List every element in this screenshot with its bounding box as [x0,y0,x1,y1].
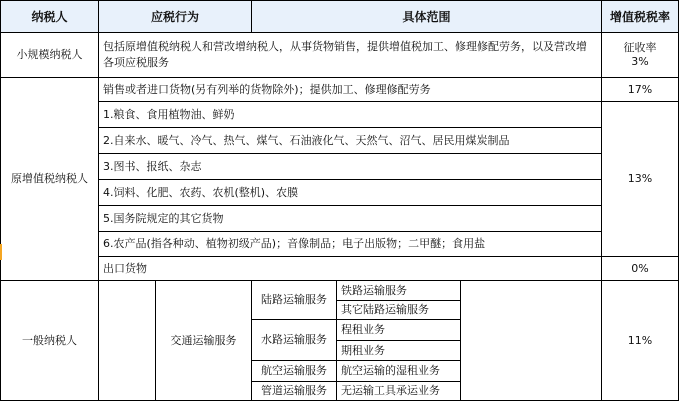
original-item-1: 1.粮食、食用植物油、鲜奶 [98,101,602,128]
small-scale-rate-value: 3% [631,55,649,68]
left-edge-marker [0,244,2,260]
original-items-rate: 13% [601,101,679,257]
group-land-transport: 陆路运输服务 [251,280,337,320]
export-goods: 出口货物 [98,256,602,281]
header-taxpayer: 纳税人 [0,0,99,33]
air-item-wet-lease: 航空运输的湿租业务 [336,360,461,382]
header-scope: 具体范围 [251,0,602,33]
general-taxpayer-label: 一般纳税人 [0,280,99,401]
group-water-transport: 水路运输服务 [251,319,337,361]
original-item-4: 4.饲料、化肥、农药、农机(整机)、农膜 [98,179,602,206]
original-row-goods-rate: 17% [601,77,679,102]
header-taxable-act: 应税行为 [98,0,252,33]
transport-services-label: 交通运输服务 [155,280,252,401]
land-item-railway: 铁路运输服务 [336,280,461,301]
group-air-transport: 航空运输服务 [251,360,337,382]
general-empty-region [460,280,602,401]
small-scale-rate [601,32,679,78]
original-item-6: 6.农产品(指各种动、植物初级产品)；音像制品；电子出版物；二甲醚；食用盐 [98,231,602,257]
pipeline-item-no-vehicle: 无运输工具承运业务 [336,381,461,401]
original-item-5: 5.国务院规定的其它货物 [98,205,602,232]
group-pipeline-transport: 管道运输服务 [251,381,337,401]
original-row-goods: 销售或者进口货物(另有列举的货物除外)；提供加工、修理修配劳务 [98,77,602,102]
export-goods-rate: 0% [601,256,679,281]
general-blank-cell [98,280,156,401]
original-taxpayer-label: 原增值税纳税人 [0,77,99,281]
general-rate: 11% [601,280,679,401]
water-item-time-charter: 期租业务 [336,340,461,361]
small-scale-label: 小规模纳税人 [0,32,99,78]
small-scale-scope: 包括原增值税纳税人和营改增纳税人，从事货物销售，提供增值税加工、修理修配劳务，以及营改增各项应税服务 [98,32,602,78]
land-item-other: 其它陆路运输服务 [336,300,461,320]
header-rate: 增值税税率 [601,0,679,33]
original-item-3: 3.图书、报纸、杂志 [98,153,602,180]
original-item-2: 2.自来水、暖气、冷气、热气、煤气、石油液化气、天然气、沼气、居民用煤炭制品 [98,127,602,154]
water-item-voyage-charter: 程租业务 [336,319,461,341]
small-scale-rate-label: 征收率 [623,41,657,54]
